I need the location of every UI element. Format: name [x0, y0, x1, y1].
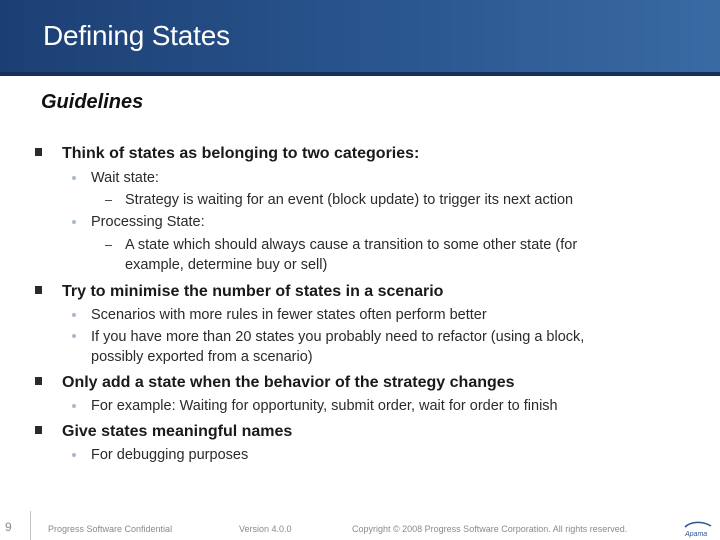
dot-bullet-icon [72, 404, 76, 408]
dot-bullet-icon [72, 176, 76, 180]
sub-bullet: For debugging purposes [91, 447, 249, 463]
sub-bullet-continuation: possibly exported from a scenario) [91, 349, 313, 365]
sub-bullet: Scenarios with more rules in fewer states often perform better [91, 307, 487, 323]
bullet-heading: Give states meaningful names [62, 423, 293, 440]
dot-bullet-icon [72, 313, 76, 317]
footer-copyright: Copyright © 2008 Progress Software Corporation. All rights reserved. [352, 524, 628, 534]
sub-bullet: Processing State: [91, 214, 205, 230]
sub-sub-bullet-continuation: example, determine buy or sell) [125, 257, 328, 273]
slide-title: Defining States [43, 20, 230, 51]
dot-bullet-icon [72, 453, 76, 457]
title-bar [0, 0, 720, 76]
sub-sub-bullet: Strategy is waiting for an event (block update) to trigger its next action [125, 192, 574, 208]
bullet-heading: Try to minimise the number of states in a scenario [62, 283, 444, 300]
dot-bullet-icon [72, 220, 76, 224]
square-bullet-icon [35, 148, 42, 156]
sub-bullet: If you have more than 20 states you probably need to refactor (using a block, [91, 329, 585, 345]
dot-bullet-icon [72, 334, 76, 338]
sub-bullet: For example: Waiting for opportunity, submit order, wait for order to finish [91, 398, 558, 414]
dash-bullet-icon [105, 245, 112, 246]
page-number: 9 [5, 520, 12, 534]
square-bullet-icon [35, 426, 42, 434]
square-bullet-icon [35, 286, 42, 294]
footer-confidential: Progress Software Confidential [48, 524, 173, 534]
square-bullet-icon [35, 377, 42, 385]
bullet-heading: Only add a state when the behavior of the strategy changes [62, 374, 515, 391]
logo-text: Apama [685, 531, 708, 538]
footer-divider [30, 511, 31, 540]
slide-subtitle: Guidelines [41, 91, 144, 113]
bullet-heading: Think of states as belonging to two categories: [62, 145, 420, 162]
apama-logo [683, 520, 713, 538]
dash-bullet-icon [105, 200, 112, 201]
sub-bullet: Wait state: [91, 170, 159, 186]
footer-version: Version 4.0.0 [239, 524, 292, 534]
sub-sub-bullet: A state which should always cause a transition to some other state (for [125, 237, 578, 253]
